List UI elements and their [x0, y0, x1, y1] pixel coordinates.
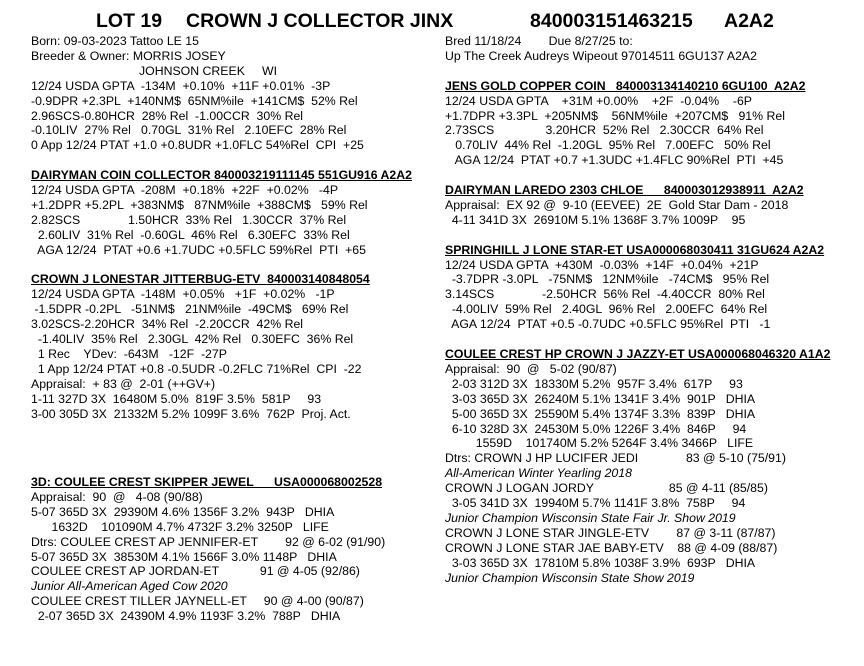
service-sire-line: 2.73SCS 3.20HCR 52% Rel 2.30CCR 64% Rel [445, 123, 764, 138]
second-dam-line: CROWN J LONE STAR JINGLE-ETV 87 @ 3-11 (87/87) [445, 525, 776, 540]
second-dam-line: Appraisal: 90 @ 5-02 (90/87) [445, 361, 617, 376]
granddam-line: COULEE CREST AP JORDAN-ET 91 @ 4-05 (92/86) [31, 564, 360, 579]
dam-line: 1 App 12/24 PTAT +0.8 -0.5UDR -0.2FLC 71%Rel CPI -22 [31, 361, 362, 376]
dam-line: 1 Rec YDev: -643M -12F -27P [31, 347, 227, 361]
service-dam-heading: DAIRYMAN LAREDO 2303 CHLOE 840003012938911 A2A2 [445, 183, 804, 198]
dam-line: Appraisal: + 83 @ 2-01 (++GV+) [31, 376, 216, 391]
second-dam-award: Junior Champion Wisconsin State Show 2019 [445, 570, 695, 585]
dam-sire-heading: SPRINGHILL J LONE STAR-ET USA000068030411 31GU624 A2A2 [445, 242, 825, 257]
left-column [31, 34, 441, 422]
bred-line: Bred 11/18/24 Due 8/27/25 to: [445, 34, 633, 48]
granddam-line: 5-07 365D 3X 29390M 4.6% 1356F 3.2% 943P DHIA [31, 504, 335, 519]
second-dam-line: 6-10 328D 3X 24530M 5.0% 1226F 3.4% 846P 94 [445, 421, 747, 436]
second-dam-award: Junior Champion Wisconsin State Fair Jr. Show 2019 [445, 510, 736, 525]
granddam-line: COULEE CREST TILLER JAYNELL-ET 90 @ 4-00 (90/87) [31, 594, 364, 609]
second-dam-line: Dtrs: CROWN J HP LUCIFER JEDI 83 @ 5-10 (75/91) [445, 451, 786, 466]
second-dam-line: 1559D 101740M 5.2% 5264F 3.4% 3466P LIFE [445, 436, 754, 451]
breeder-line: Breeder & Owner: MORRIS JOSEY [31, 48, 226, 63]
genotype-code: A2A2 [724, 10, 774, 32]
service-sire-line: 12/24 USDA GPTA +31M +0.00% +2F -0.04% -6P [445, 93, 753, 108]
second-dam-line: CROWN J LOGAN JORDY 85 @ 4-11 (85/85) [445, 481, 768, 496]
born-line: Born: 09-03-2023 Tattoo LE 15 [31, 34, 199, 48]
dam-sire-line: 12/24 USDA GPTA +430M -0.03% +14F +0.04% +21P [445, 257, 759, 272]
granddam-heading: 3D: COULEE CREST SKIPPER JEWEL USA000068002528 [31, 475, 383, 489]
dam-line: 12/24 USDA GPTA -148M +0.05% +1F +0.02% -1P [31, 287, 335, 302]
granddam-line: Dtrs: COULEE CREST AP JENNIFER-ET 92 @ 6-02 (91/90) [31, 534, 386, 549]
second-dam-heading: COULEE CREST HP CROWN J JAZZY-ET USA000068046320 A1A2 [445, 346, 831, 361]
granddam-line: Appraisal: 90 @ 4-08 (90/88) [31, 489, 203, 504]
sire-heading: DAIRYMAN COIN COLLECTOR 840003219111145 551GU916 A2A2 [31, 168, 412, 183]
second-dam-line: 3-03 365D 3X 26240M 5.1% 1341F 3.4% 901P DHIA [445, 391, 756, 406]
service-sire-heading: JENS GOLD COPPER COIN 840003134140210 6GU100 A2A2 [445, 78, 806, 93]
dam-line: 1-11 327D 3X 16480M 5.0% 819F 3.5% 581P 93 [31, 391, 322, 406]
second-dam-line: 5-00 365D 3X 25590M 5.4% 1374F 3.3% 839P DHIA [445, 406, 756, 421]
granddam-award: Junior All-American Aged Cow 2020 [31, 579, 228, 594]
right-column [445, 34, 860, 585]
dam-heading: CROWN J LONESTAR JITTERBUG-ETV 840003140848054 [31, 272, 370, 287]
dam-line: -1.40LIV 35% Rel 2.30GL 42% Rel 0.30EFC 36% Rel [31, 332, 354, 347]
service-sire-line: +1.7DPR +3.3PL +205NM$ 56NM%ile +207CM$ 91% Rel [445, 108, 785, 123]
dam-line: 3.02SCS-2.20HCR 34% Rel -2.20CCR 42% Rel [31, 317, 304, 332]
animal-name: CROWN J COLLECTOR JINX [186, 10, 454, 32]
dam-line: -1.5DPR -0.2PL -51NM$ 21NM%ile -49CM$ 69% Rel [31, 302, 349, 317]
genomics-line: -0.9DPR +2.3PL +140NM$ 65NM%ile +141CM$ 52% Rel [31, 93, 358, 108]
lot-number: LOT 19 [96, 10, 163, 32]
second-dam-award: All-American Winter Yearling 2018 [445, 466, 632, 481]
registration-number: 840003151463215 [530, 10, 693, 32]
genomics-line: 12/24 USDA GPTA -134M +0.10% +11F +0.01% -3P [31, 78, 331, 93]
sire-line: AGA 12/24 PTAT +0.6 +1.7UDC +0.5FLC 59%Rel PTI +65 [31, 242, 366, 257]
dam-sire-line: AGA 12/24 PTAT +0.5 -0.7UDC +0.5FLC 95%Rel PTI -1 [445, 317, 771, 332]
service-dam-line: Appraisal: EX 92 @ 9-10 (EEVEE) 2E Gold Star Dam - 2018 [445, 197, 789, 212]
granddam-line: 5-07 365D 3X 38530M 4.1% 1566F 3.0% 1148P DHIA [31, 549, 337, 564]
genomics-line: -0.10LIV 27% Rel 0.70GL 31% Rel 2.10EFC 28% Rel [31, 123, 347, 138]
genomics-line: 0 App 12/24 PTAT +1.0 +0.8UDR +1.0FLC 54%Rel CPI +25 [31, 138, 364, 153]
bred-to-line: Up The Creek Audreys Wipeout 97014511 6GU137 A2A2 [445, 48, 757, 63]
sire-line: 12/24 USDA GPTA -208M +0.18% +22F +0.02% -4P [31, 183, 339, 198]
second-dam-line: CROWN J LONE STAR JAE BABY-ETV 88 @ 4-09 (88/87) [445, 540, 778, 555]
dam-sire-line: -3.7DPR -3.0PL -75NM$ 12NM%ile -74CM$ 95% Rel [445, 272, 770, 287]
dam-sire-line: -4.00LIV 59% Rel 2.40GL 96% Rel 2.00EFC 64% Rel [445, 302, 768, 317]
second-dam-line: 3-03 365D 3X 17810M 5.8% 1038F 3.9% 693P DHIA [445, 555, 756, 570]
service-dam-line: 4-11 341D 3X 26910M 5.1% 1368F 3.7% 1009P 95 [445, 212, 746, 227]
breeder-location: JOHNSON CREEK WI [139, 63, 278, 78]
sire-line: +1.2DPR +5.2PL +383NM$ 87NM%ile +388CM$ 59% Rel [31, 197, 368, 212]
service-sire-line: AGA 12/24 PTAT +0.7 +1.3UDC +1.4FLC 90%Rel PTI +45 [445, 153, 784, 168]
second-dam-line: 2-03 312D 3X 18330M 5.2% 957F 3.4% 617P 93 [445, 376, 743, 391]
sire-line: 2.82SCS 1.50HCR 33% Rel 1.30CCR 37% Rel [31, 212, 347, 227]
sire-line: 2.60LIV 31% Rel -0.60GL 46% Rel 6.30EFC 33% Rel [31, 227, 350, 242]
second-dam-line: 3-05 341D 3X 19940M 5.7% 1141F 3.8% 758P 94 [445, 496, 746, 511]
genomics-line: 2.96SCS-0.80HCR 28% Rel -1.00CCR 30% Rel [31, 108, 304, 123]
service-sire-line: 0.70LIV 44% Rel -1.20GL 95% Rel 7.00EFC 50% Rel [445, 138, 771, 153]
granddam-line: 2-07 365D 3X 24390M 4.9% 1193F 3.2% 788P DHIA [31, 609, 341, 624]
left-column-lower [31, 475, 441, 624]
dam-sire-line: 3.14SCS -2.50HCR 56% Rel -4.40CCR 80% Rel [445, 287, 765, 302]
granddam-line: 1632D 101090M 4.7% 4732F 3.2% 3250P LIFE [31, 519, 329, 534]
dam-line: 3-00 305D 3X 21332M 5.2% 1099F 3.6% 762P Proj. Act. [31, 406, 351, 421]
